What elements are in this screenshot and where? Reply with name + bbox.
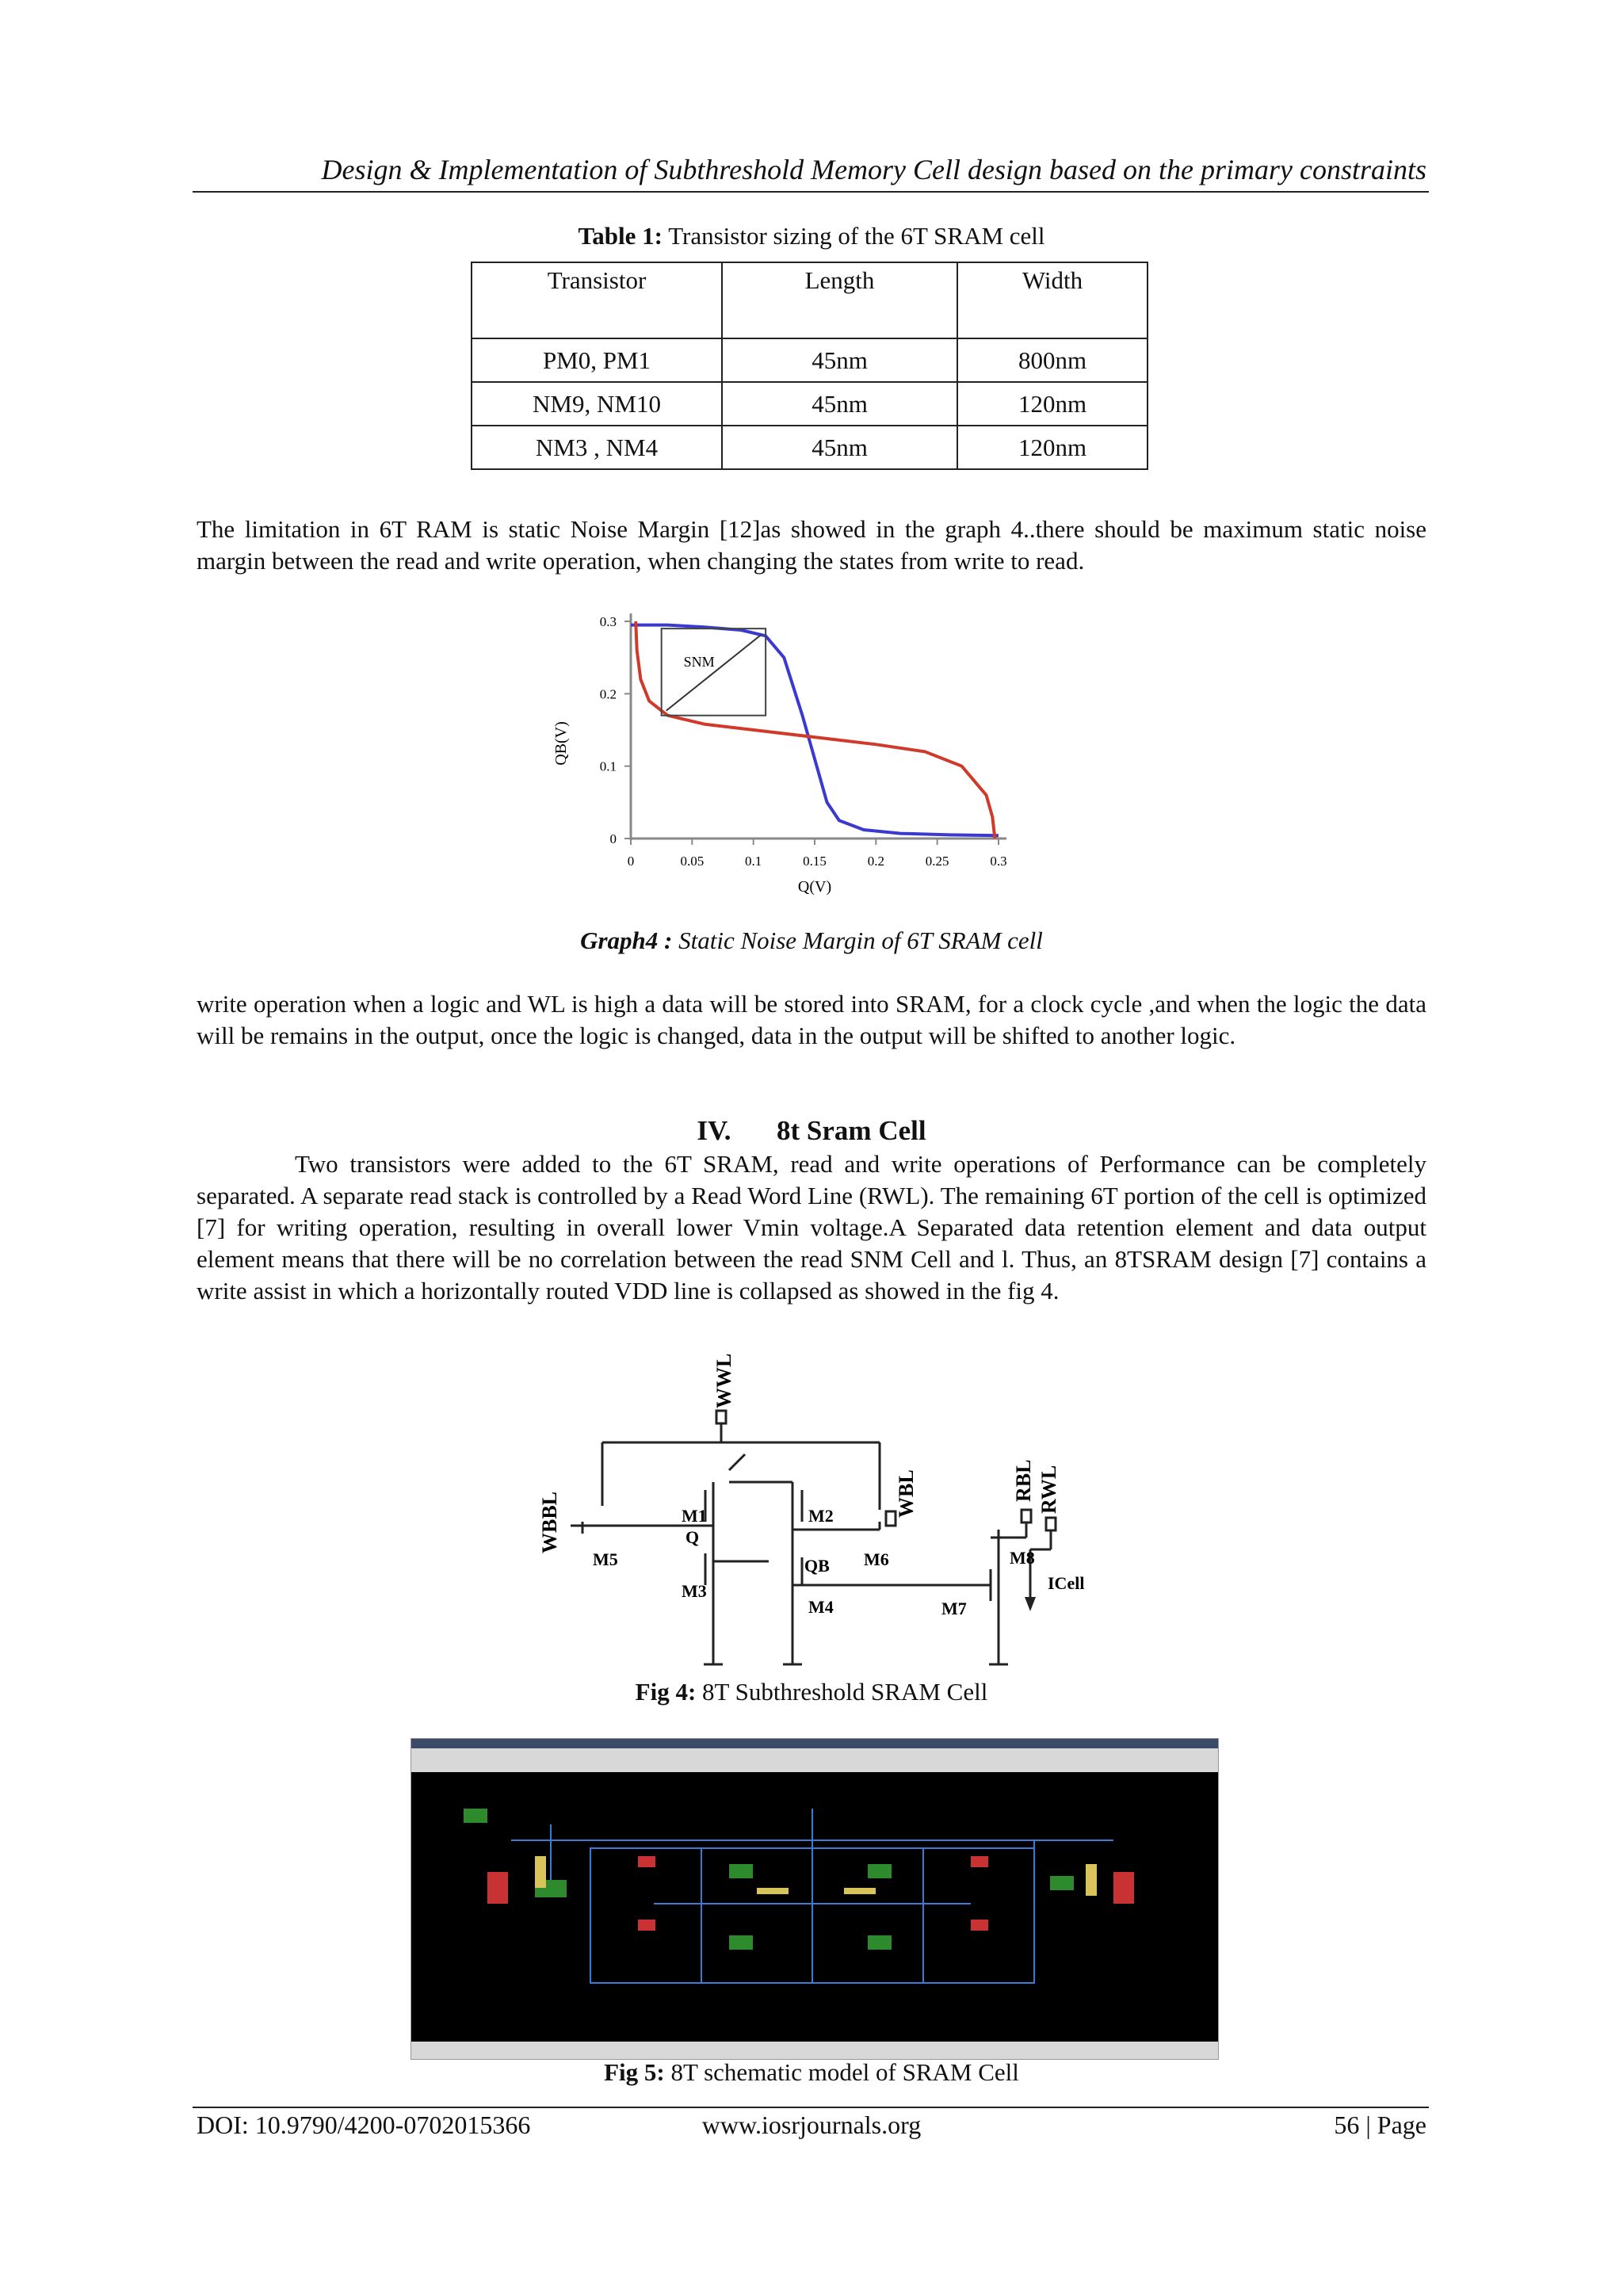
x-tick-label: 0.15 xyxy=(803,854,827,869)
footer-rule xyxy=(193,2107,1429,2108)
x-tick-label: 0 xyxy=(627,854,635,869)
icell-arrow-icon xyxy=(1025,1597,1036,1611)
table1-caption xyxy=(0,222,1623,250)
label-qb: QB xyxy=(804,1556,830,1576)
paragraph-8t-description: Two transistors were added to the 6T SRAM, read and write operations of Performance can be completely separated. A separate read stack is controlled by a Read Word Line (RWL). The remaining 6T portion of the cell is optimized [7] for writing operation, resulting in overall lower Vmin voltage.A Separated data retention element and data output element means that there will be no correlation between the read SNM Cell and l. Thus, an 8TSRAM design [7] contains a write assist in which a horizontally routed VDD line is collapsed as showed in the fig 4. xyxy=(197,1150,1426,1305)
graph-annotation xyxy=(662,628,766,716)
table-row xyxy=(472,382,1148,426)
table-cell: 45nm xyxy=(722,382,957,426)
table-cell: 45nm xyxy=(722,426,957,469)
fig4-caption-label: Fig 4: xyxy=(635,1678,697,1706)
graph4-caption-text: Static Noise Margin of 6T SRAM cell xyxy=(678,926,1043,954)
label-m7: M7 xyxy=(941,1599,967,1618)
label-wbbl: WBBL xyxy=(538,1491,561,1553)
paragraph-write-operation: write operation when a logic and WL is high a data will be stored into SRAM, for a clock cycle ,and when the logic the data will be remains in the output, once the logic is changed, data in the output will be shifted to another logic. xyxy=(197,990,1426,1049)
table-header-cell: Length xyxy=(722,262,957,338)
transistor-sizing-table xyxy=(471,262,1148,470)
running-header: Design & Implementation of Subthreshold Memory Cell design based on the primary constraints xyxy=(321,154,1426,185)
fig5-caption xyxy=(0,2058,1623,2087)
x-tick-label: 0.1 xyxy=(745,854,762,869)
graph4-caption xyxy=(0,926,1623,955)
snm-diagonal-arrow xyxy=(666,635,761,711)
section-heading xyxy=(0,1115,1623,1147)
y-tick-label: 0.1 xyxy=(599,758,617,774)
table-cell: 800nm xyxy=(957,338,1148,382)
table-cell: NM9, NM10 xyxy=(472,382,722,426)
x-tick-label: 0.05 xyxy=(680,854,705,869)
y-tick-label: 0.2 xyxy=(599,686,617,702)
y-tick-label: 0.3 xyxy=(599,614,617,629)
fig5-caption-label: Fig 5: xyxy=(604,2058,665,2086)
table-cell: 45nm xyxy=(722,338,957,382)
editor-canvas xyxy=(416,1777,1213,2038)
fig4-caption-text: 8T Subthreshold SRAM Cell xyxy=(702,1678,988,1706)
label-m3: M3 xyxy=(682,1581,707,1601)
editor-status-bar xyxy=(411,2042,1218,2059)
footer-site: www.iosrjournals.org xyxy=(701,2111,922,2139)
table-header-cell: Width xyxy=(957,262,1148,338)
table-header-row xyxy=(472,262,1148,338)
header-rule xyxy=(193,191,1429,193)
graph4-caption-label: Graph4 : xyxy=(580,926,673,954)
editor-title-bar xyxy=(411,1739,1218,1748)
paragraph-snm-limitation: The limitation in 6T RAM is static Noise Margin [12]as showed in the graph 4..there should be maximum static noise margin between the read and write operation, when changing the states from write to read. xyxy=(197,515,1426,575)
table-header-cell: Transistor xyxy=(472,262,722,338)
y-tick-label: 0 xyxy=(609,831,617,846)
8t-sram-schematic xyxy=(523,1353,1125,1676)
label-m2: M2 xyxy=(808,1506,834,1526)
fig4-caption xyxy=(0,1678,1623,1706)
graph-x-axis-label: Q(V) xyxy=(797,878,832,896)
table-cell: 120nm xyxy=(957,426,1148,469)
footer-page: 56 | Page xyxy=(1334,2111,1426,2139)
snm-graph xyxy=(552,602,1046,904)
schematic-wires xyxy=(571,1411,1056,1664)
graph-axes xyxy=(631,613,1006,840)
footer-doi: DOI: 10.9790/4200-0702015366 xyxy=(197,2111,531,2139)
label-wbl: WBL xyxy=(895,1469,918,1518)
graph-y-axis-label: QB(V) xyxy=(552,721,570,766)
table-cell: PM0, PM1 xyxy=(472,338,722,382)
table-cell: NM3 , NM4 xyxy=(472,426,722,469)
snm-box-label: SNM xyxy=(683,654,715,670)
fig5-caption-text: 8T schematic model of SRAM Cell xyxy=(670,2058,1019,2086)
table-row xyxy=(472,426,1148,469)
x-tick-label: 0.25 xyxy=(925,854,949,869)
label-rbl: RBL xyxy=(1012,1459,1035,1502)
x-tick-label: 0.2 xyxy=(867,854,884,869)
label-m1: M1 xyxy=(682,1506,707,1526)
label-m5: M5 xyxy=(593,1549,618,1569)
label-m8: M8 xyxy=(1010,1548,1035,1568)
section-title: 8t Sram Cell xyxy=(777,1115,926,1146)
section-number: IV. xyxy=(697,1115,731,1146)
table1-caption-text: Transistor sizing of the 6T SRAM cell xyxy=(668,222,1045,250)
label-m4: M4 xyxy=(808,1597,834,1617)
schematic-editor-screenshot xyxy=(411,1738,1219,2060)
table1-caption-label: Table 1: xyxy=(578,222,663,250)
table-cell: 120nm xyxy=(957,382,1148,426)
label-icell: ICell xyxy=(1048,1573,1085,1593)
label-m6: M6 xyxy=(864,1549,889,1569)
x-tick-label: 0.3 xyxy=(990,854,1007,869)
label-rwl: RWL xyxy=(1037,1465,1060,1514)
label-wwl: WWL xyxy=(712,1353,735,1408)
label-q: Q xyxy=(685,1527,700,1547)
table-row xyxy=(472,338,1148,382)
